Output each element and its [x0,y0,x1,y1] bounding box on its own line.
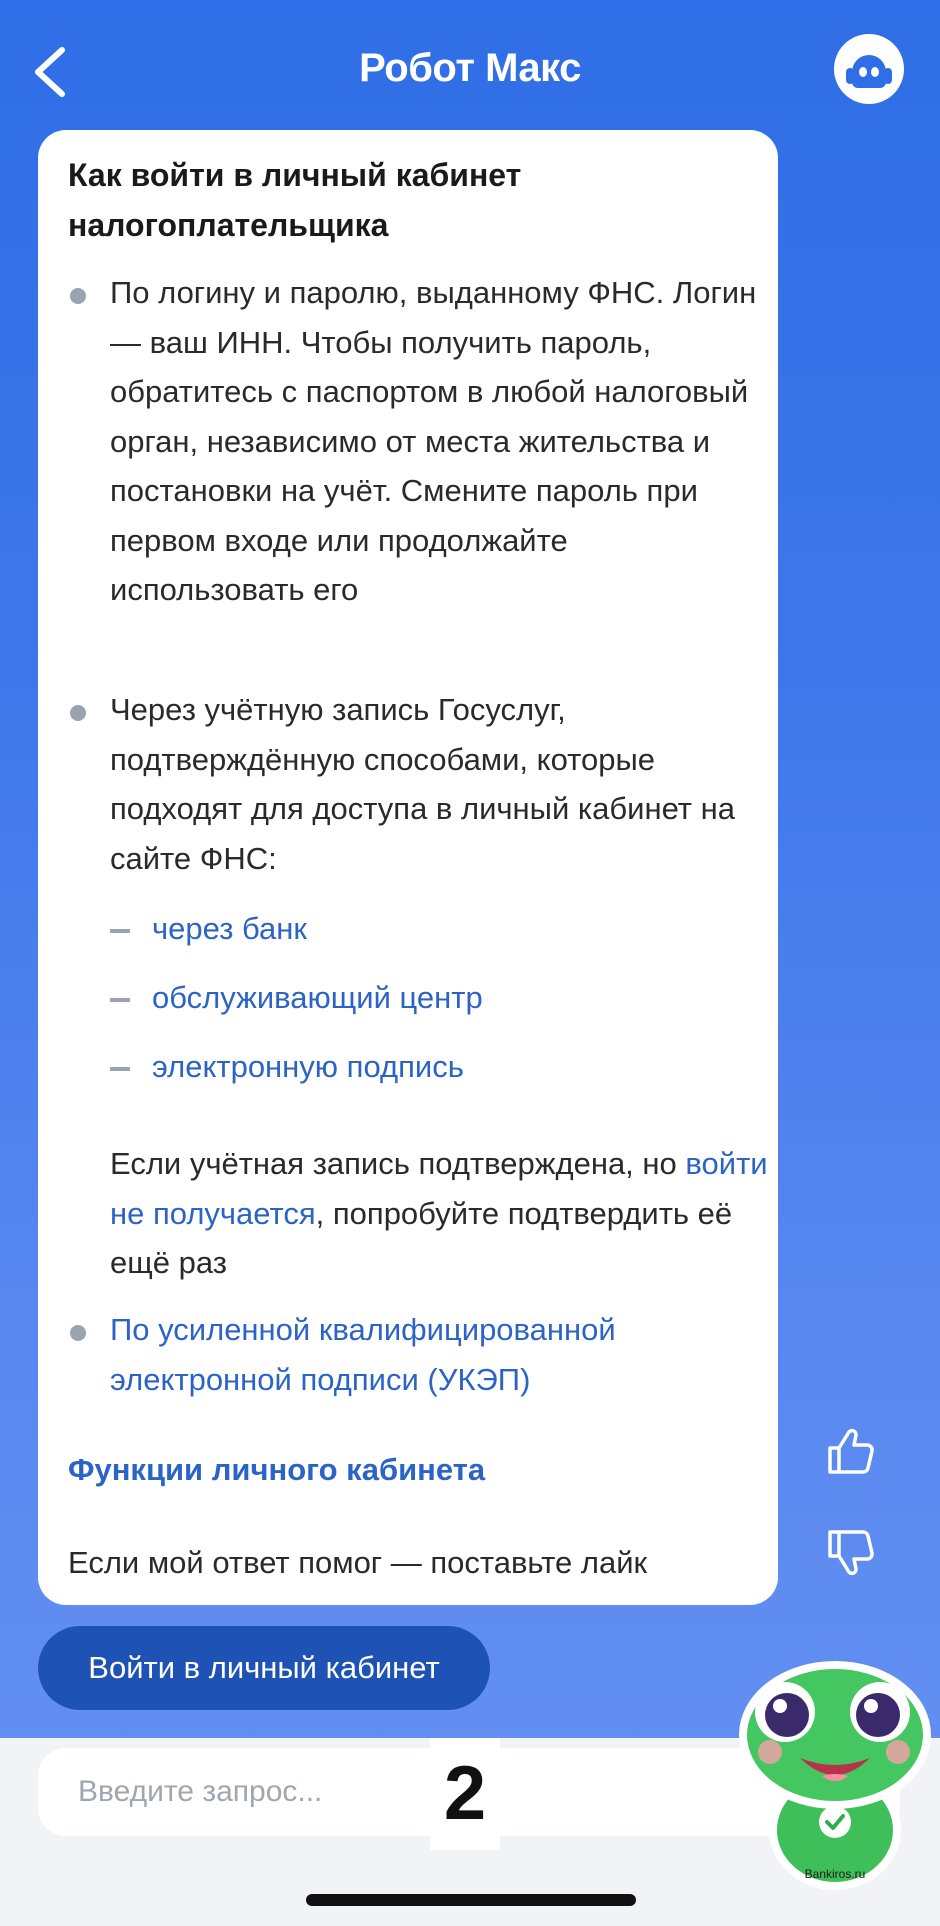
bot-message-card [38,130,778,1605]
dash-marker [110,1067,130,1071]
bullet-text-login: По логину и паролю, выданному ФНС. Логин — ваш ИНН. Чтобы получить пароль, обратитесь с паспортом в любой налоговый орган, независимо от места жительства и постановки на учёт. Смените пароль при первом входе или продолжайте использовать его [110,275,757,607]
top-bar [0,0,940,130]
bullet-dot [70,705,86,721]
cabinet-functions-link[interactable]: Функции личного кабинета [68,1452,486,1487]
feedback-text: Если мой ответ помог — поставьте лайк [68,1545,648,1580]
mascot-sticker [730,1640,940,1890]
login-problem-link[interactable]: войти не получается [110,1146,768,1231]
bullet-dot [70,1325,86,1341]
query-input-placeholder: Введите запрос... [78,1775,323,1808]
option-link-bank[interactable]: через банк [152,911,307,946]
note-paragraph [110,1139,770,1288]
list-item [68,268,768,615]
ukep-link[interactable]: По усиленной квалифицированной электронной подписи (УКЭП) [110,1312,616,1397]
bullet-text-gosuslugi: Через учётную запись Госуслуг, подтверждённую способами, которые подходят для доступа в личный кабинет на сайте ФНС: [110,692,735,876]
robot-avatar-icon[interactable] [834,34,904,104]
page-title: Робот Макс [359,46,581,90]
message-title: Как войти в личный кабинет налогоплательщика [68,157,522,243]
note-text: Если учётная запись подтверждена, но [110,1146,686,1181]
note-text: , попробуйте подтвердить её ещё раз [110,1195,733,1280]
thumbs-up-icon[interactable] [822,1422,880,1480]
enter-cabinet-button[interactable]: Войти в личный кабинет [38,1626,490,1710]
bullet-dot [70,288,86,304]
page-number-overlay: 2 [430,1738,500,1850]
thumbs-down-icon[interactable] [822,1524,880,1582]
option-link-e-signature[interactable]: электронную подпись [152,1049,464,1084]
dash-marker [110,929,130,933]
list-item [68,1305,768,1404]
option-link-service-center[interactable]: обслуживающий центр [152,980,483,1015]
dash-marker [110,998,130,1002]
watermark-text: Bankiros.ru [804,1867,866,1881]
list-item [68,685,768,883]
home-indicator[interactable] [306,1894,636,1906]
